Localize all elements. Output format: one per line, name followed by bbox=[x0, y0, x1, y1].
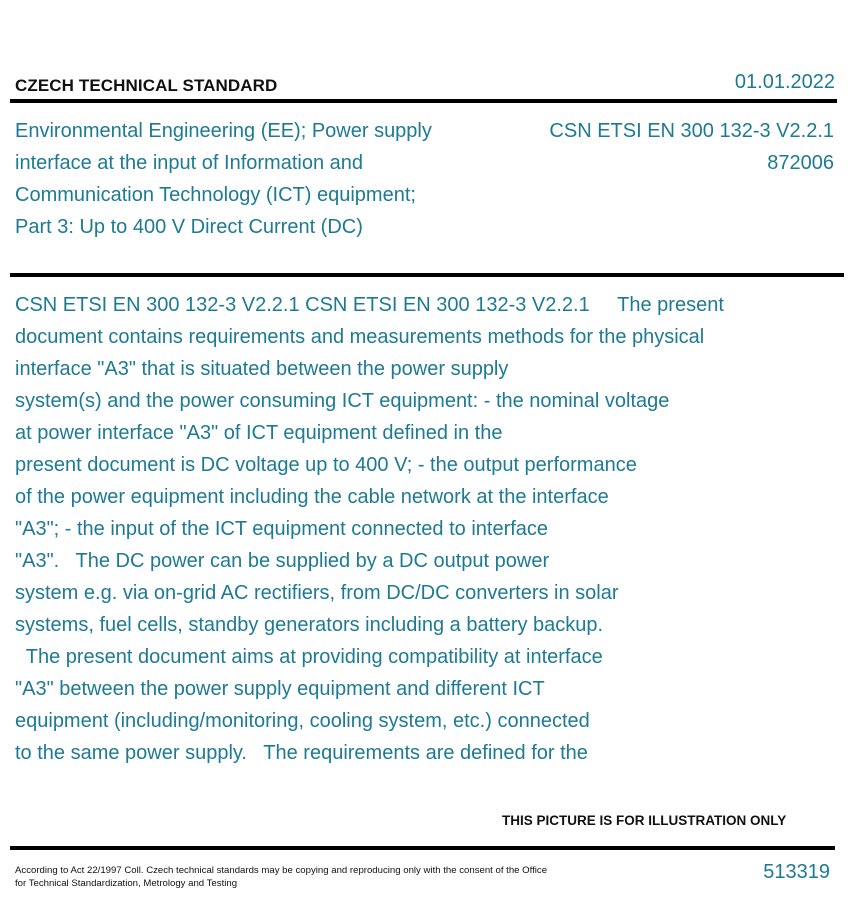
abstract-line: document contains requirements and measurements methods for the physical bbox=[15, 326, 705, 348]
standard-code: CSN ETSI EN 300 132-3 V2.2.1 bbox=[549, 120, 834, 142]
abstract-line: to the same power supply. The requirements are defined for the bbox=[15, 742, 588, 764]
abstract-line: system e.g. via on-grid AC rectifiers, from DC/DC converters in solar bbox=[15, 582, 619, 604]
header-divider bbox=[10, 99, 837, 103]
abstract-line: "A3" between the power supply equipment and different ICT bbox=[15, 678, 545, 700]
title-line: Part 3: Up to 400 V Direct Current (DC) bbox=[15, 216, 363, 238]
publication-date: 01.01.2022 bbox=[734, 71, 835, 93]
abstract-line: equipment (including/monitoring, cooling system, etc.) connected bbox=[15, 710, 590, 732]
legal-notice bbox=[15, 864, 547, 890]
abstract-line: at power interface "A3" of ICT equipment defined in the bbox=[15, 422, 503, 444]
footer-divider bbox=[10, 846, 835, 850]
abstract-line: "A3". The DC power can be supplied by a DC output power bbox=[15, 550, 550, 572]
title-line: Communication Technology (ICT) equipment; bbox=[15, 184, 416, 206]
title-line: interface at the input of Information and bbox=[15, 152, 363, 174]
title-line: Environmental Engineering (EE); Power supply bbox=[15, 120, 432, 142]
abstract-line: system(s) and the power consuming ICT equipment: - the nominal voltage bbox=[15, 390, 670, 412]
abstract-line: CSN ETSI EN 300 132-3 V2.2.1 CSN ETSI EN 300 132-3 V2.2.1 The present bbox=[15, 294, 724, 316]
abstract-line: systems, fuel cells, standby generators including a battery backup. bbox=[15, 614, 604, 636]
abstract-line: interface "A3" that is situated between the power supply bbox=[15, 358, 509, 380]
document-id: 513319 bbox=[763, 861, 830, 883]
abstract-line: "A3"; - the input of the ICT equipment connected to interface bbox=[15, 518, 549, 540]
standard-identifiers bbox=[549, 115, 834, 179]
class-number: 872006 bbox=[767, 152, 834, 174]
illustration-disclaimer: THIS PICTURE IS FOR ILLUSTRATION ONLY bbox=[502, 813, 787, 828]
document-abstract bbox=[15, 289, 805, 769]
standard-type-heading: CZECH TECHNICAL STANDARD bbox=[15, 76, 278, 95]
title-divider bbox=[10, 273, 844, 277]
abstract-line: present document is DC voltage up to 400 V; - the output performance bbox=[15, 454, 637, 476]
document-title bbox=[15, 115, 432, 243]
abstract-line: The present document aims at providing compatibility at interface bbox=[15, 646, 603, 668]
legal-line: for Technical Standardization, Metrology and Testing bbox=[15, 878, 238, 889]
legal-line: According to Act 22/1997 Coll. Czech technical standards may be copying and reproducing only with the consent of the Office bbox=[15, 865, 548, 876]
abstract-line: of the power equipment including the cable network at the interface bbox=[15, 486, 609, 508]
